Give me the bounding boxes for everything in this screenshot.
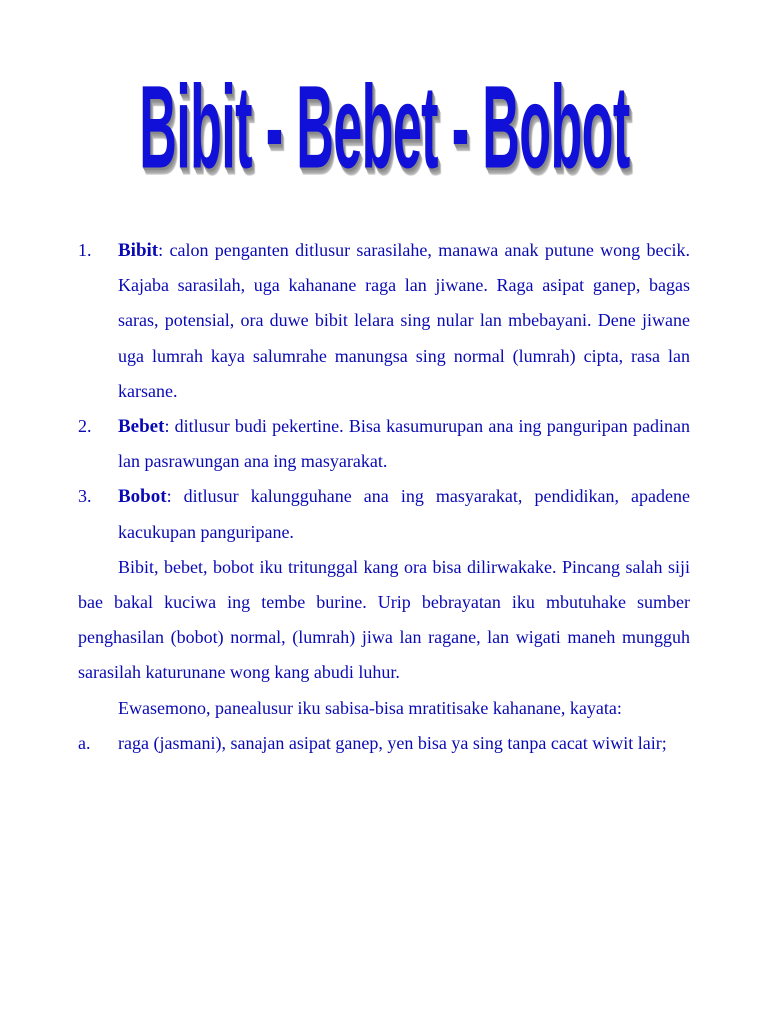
paragraph-panealusur: Ewasemono, panealusur iku sabisa-bisa mratitisake kahanane, kayata: [118,697,622,718]
lettered-list-item-a [78,726,690,761]
list-marker: 3. [78,486,92,507]
list-marker: 1. [78,240,92,260]
list-marker: 2. [78,416,92,437]
term-bibit: Bibit [118,240,159,261]
title-container [0,52,768,202]
list-item-text [118,233,690,409]
numbered-list-item-3 [78,479,690,549]
term-bebet: Bebet [118,416,165,438]
list-marker: a. [78,732,91,753]
definition-bobot: : ditlusur kalungguhane ana ing masyarakat, pendidikan, apadene kacukupan panguripane. [118,486,690,542]
list-item-text: raga (jasmani), sanajan asipat ganep, yen bisa ya sing tanpa cacat wiwit lair; [118,732,667,753]
definition-bebet: : ditlusur budi pekertine. Bisa kasumurupan ana ing panguripan padinan lan pasrawungan ana ing masyarakat. [118,416,690,472]
term-bobot: Bobot [118,486,167,508]
document-body [78,233,690,761]
list-item-text [118,479,690,549]
paragraph-tritunggal: Bibit, bebet, bobot iku tritunggal kang ora bisa dilirwakake. Pincang salah siji bae bakal kuciwa ing tembe burine. Urip bebrayatan iku mbutuhake sumber penghasilan (bobot) normal, (lumrah) jiwa lan ragane, lan wigati maneh mungguh sarasilah katurunane wong kang abudi luhur. [78,556,690,683]
document-title: Bibit - Bebet - Bobot [138,60,630,193]
numbered-list-item-2 [78,409,690,479]
list-item-text [118,409,690,479]
numbered-list-item-1 [78,233,690,409]
definition-bibit: : calon penganten ditlusur sarasilahe, manawa anak putune wong becik. Kajaba sarasilah, uga kahanane raga lan jiwane. Raga asipat ganep, bagas saras, potensial, ora duwe bibit lelara sing nular lan mbebayani. Dene jiwane uga lumrah kaya salumrahe manungsa sing normal (lumrah) cipta, rasa lan karsane. [118,240,690,401]
